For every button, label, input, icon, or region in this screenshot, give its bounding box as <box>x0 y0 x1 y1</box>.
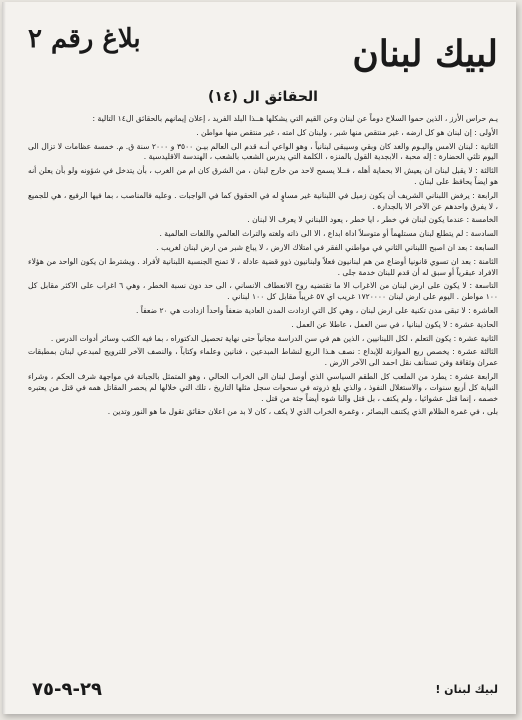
document-subtitle: الحقائق ال (١٤) <box>208 89 318 105</box>
paragraph-7: السابعة : بعد ان اصبح اللبناني الثاني في مواطني الفقر في امتلاك الارض ، لا يباع شبر من ارض لبنان لغريب . <box>156 242 498 252</box>
paragraph-5: الخامسة : عندما يكون لبنان في خطر ، ايا خطر ، يعود اللبناني لا يعرف الا لبنان . <box>247 215 498 225</box>
document-content <box>28 24 498 704</box>
paragraph-12: الثانية عشرة : يكون التعلم ، لكل اللبنانيين ، الذين هم في سن الدراسة مجانياً حتى نهاية تحصيل الدكتوراه ، بما فيه الكتب وسائر أدوات الدرس . <box>50 333 498 343</box>
paragraph-intro: يـم حراس الأرز ، الذين حموا السلاح دوماً عن لبنان وعن القيم التي يشكلها هــذا البلد الفريد ، إعلان إيمانهم بالحقائق ال١٤ التالية : <box>92 114 498 123</box>
document-header <box>28 24 498 88</box>
announcement-number: بلاغ رقم ٢ <box>28 24 141 54</box>
paragraph-4: الرابعة : يرفض اللبناني الشريف أن يكون زميل في اللبنانية غير مساوٍ له في الحقوق كما في الواجبات . وعليه فالمناصب ، بما فيها الرفيع ، هي للجميع ، لا يفرق واحدهم عن الآخر الا بالجدارة . <box>28 190 498 211</box>
paragraph-13: الثالثة عشرة : يخصص ربع الموازنة للإبداع : نصف هـذا الربع لنشاط المبدعين ، فنانين وعلماء وكتاباً ، والنصف الآخر للترويج لمبدعي لبنان بمطبقات عمران وثقافة وفن تستأنف نقل احمد الى الآخر الارض . <box>28 347 498 368</box>
paragraph-8: الثامنة : بعد ان تسوي قانونيا أوضاع من هم لبنانيون فعلاً ولبنانيون ذوو قضية عادلة ، لا تمنح الجنسية اللبنانية لأفراد . ويشترط ان يكون الواحد من هؤلاء الافراد عبقرياً أو سبق له أن قدم للبنان خدمة جلى . <box>28 256 498 277</box>
document-footer <box>28 674 498 704</box>
document-title: لبيك لبنان <box>352 33 498 75</box>
paragraph-3: الثالثة : لا يقبل لبنان ان يعيش الا بحماية أهله ، فــلا يسمح لاحد من خارج لبنان ، من الشرق كان ام من الغرب ، بأن يتدخل في شؤونه ولو بأن يعلن أنه هو ايضاً يحافظ على لبنان . <box>28 166 498 186</box>
document-body <box>28 114 498 418</box>
paragraph-1: الأولى : إن لبنان هو كل ارضه ، غير منتقص منها شبر ، ولبنان كل امته ، غير منتقص منها مواطن . <box>196 127 498 137</box>
paragraph-11: الحادية عشرة : لا يكون لبنانيا ، في سن العمل ، عاطلا عن العمل . <box>291 319 498 329</box>
paragraph-6: السادسة : لم يتطلع لبنان مستلهماً أو متوسلاً اداة ابداع ، الا الى ذاته ولغته والتراث العالمي واللغات العالمية . <box>159 229 498 239</box>
paragraph-9: التاسعة : لا يكون على ارض لبنان من الاغراب الا ما تقتضيه روح الانعطاف الانساني ، الى حد دون نسبة الخطر ، وهي ٦ اغراب على الاكثر مقابل كل ١٠٠ مواطن . اليوم على ارض لبنان ١٧٢٠٠٠٠ غريب اي ٥٧ غريباً مقابل كل ١٠٠ لبناني . <box>28 281 499 302</box>
document-page <box>2 2 516 714</box>
paragraph-10: العاشرة : لا تبقى مدن تكنية على ارض لبنان ، وهي كل التي ازدادت المدن العادية ضعفاً واحداً ازدادت هي ٢٠ ضعفاً . <box>135 305 498 315</box>
closing-signature: لبيك لبنان ! <box>435 683 498 696</box>
paragraph-closing: بلى ، في غمرة الظلام الذي يكتنف البصائر ، وغمرة الخراب الذي لا يكف ، كان لا بد من اعلان حقائق تقول ما هو النور وتدين . <box>107 407 498 417</box>
paragraph-2: الثانية : لبنان الامس واليـوم والغد كان وبقي وسيبقى لبنانياً ، وهو الواعي أنـه قدم الى العالم بيـن ٣٥٠٠ و ٢٠٠٠ سنة ق. م. خمسة عظامات لا تزال الى اليوم تلثي الحضارة : إله محبة ، الابجدية القول بالمنزه ، الكلمة التي يدرس الشعب بالشعب ، الهندسة الاقليدسية . <box>28 141 498 162</box>
paragraph-14: الرابعة عشرة : يطرد من الملعب كل الطقم السياسي الذي أوصل لبنان الى الخراب الحالي ، وهو المتمثل بالجبانة في مواجهة شرف الحكم ، وشراء النيابة كل أربع سنوات ، والاستغلال النفوذ ، والذي بلغ ذروته في سحوات سجل مثلها التاريخ ، تلك التي خلالها لم يحصر المقاتل همه في قتل من يعتبره خصمه ، إنما قتل عشوائيا ، ولم يكتف ، بل قتل والنا شوه أيضاً جثة من قتل . <box>28 371 498 403</box>
document-date: ٢٩-٩-٧٥ <box>32 679 102 700</box>
